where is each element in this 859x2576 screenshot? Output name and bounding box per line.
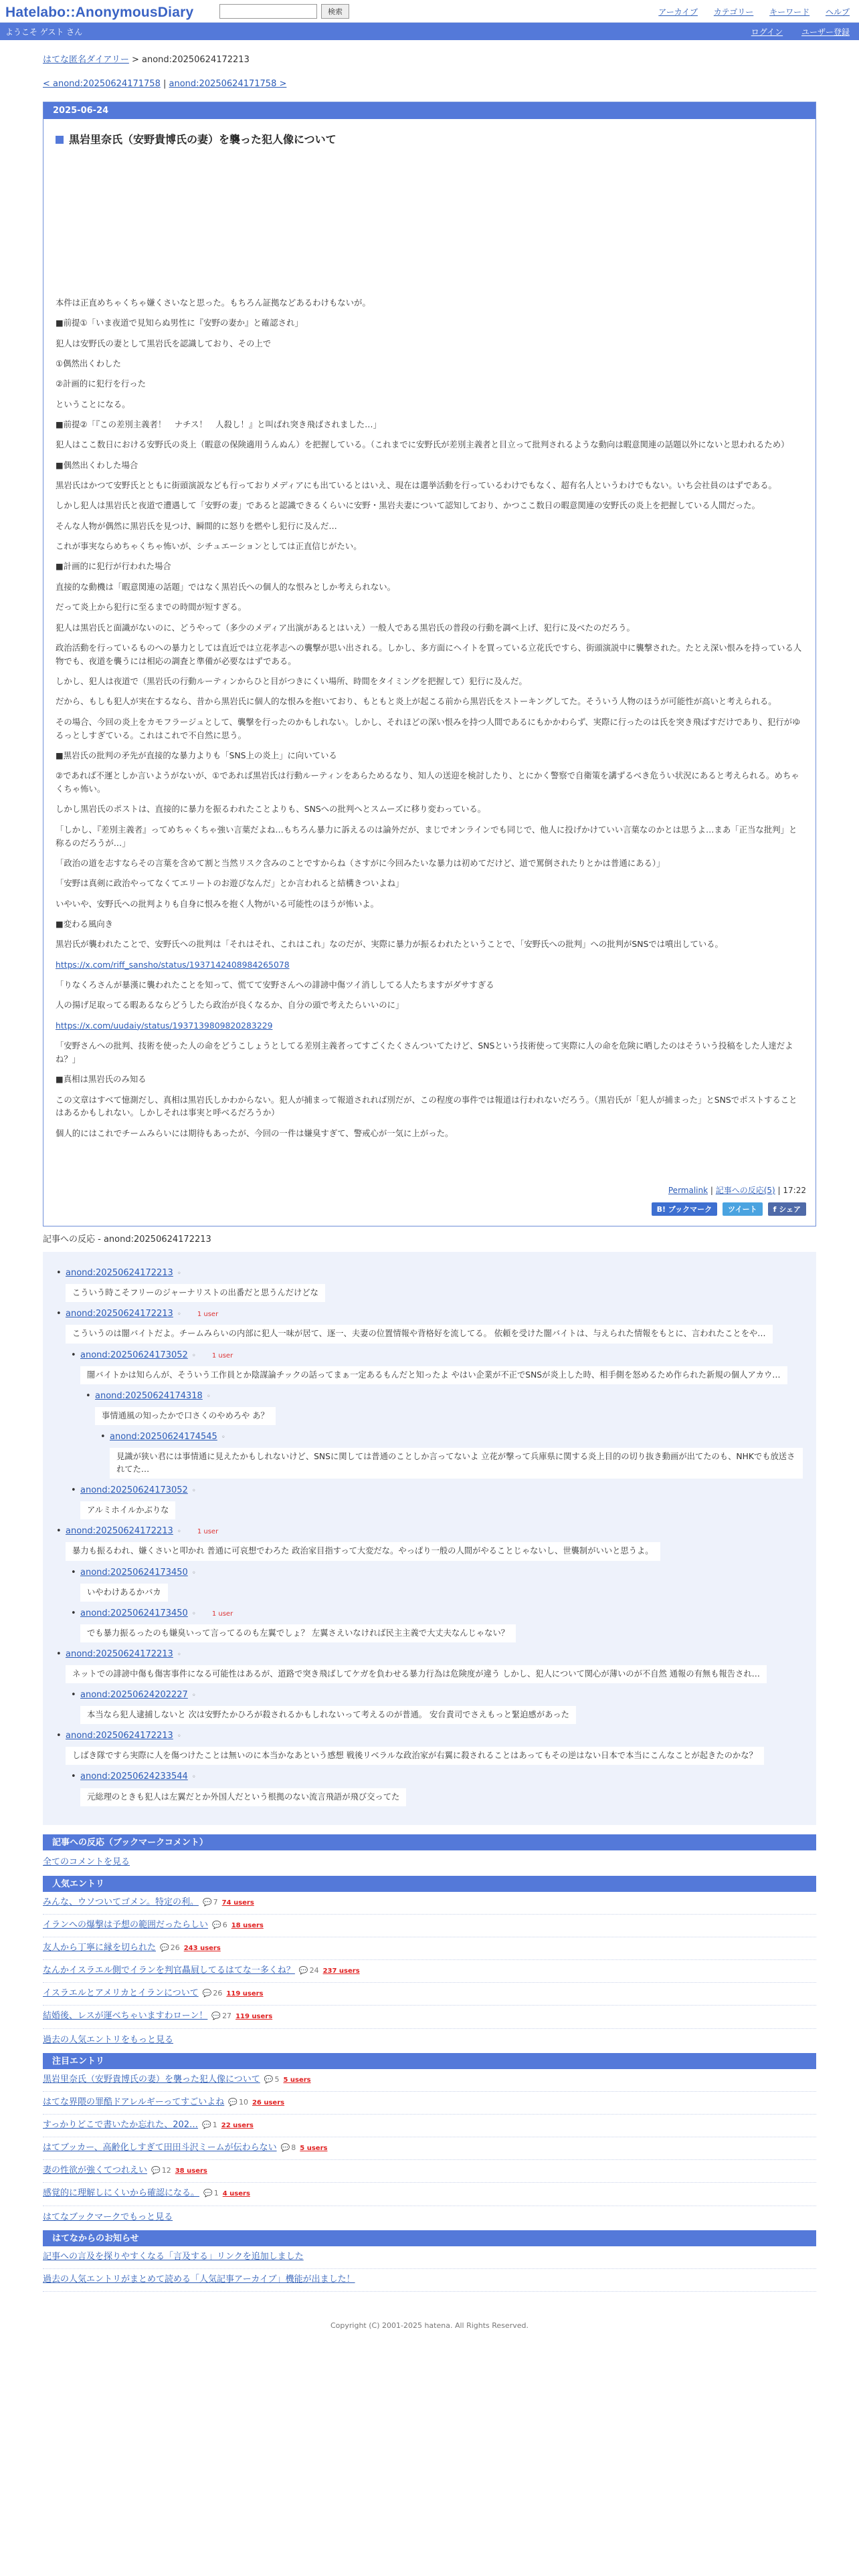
notice-item [43,2246,816,2269]
reaction-item [66,1307,803,1519]
entry-paragraph: ■計画的に犯行が行われた場合 [56,561,171,572]
bookmark-users[interactable]: 119 users [235,2013,273,2021]
reactions-tree [43,1252,816,1824]
reaction-users[interactable]: 1 user [197,1528,219,1536]
entry-title-link[interactable]: なんかイスラエル側でイランを判官贔屓してるはてな一多くね？ [43,1965,295,1976]
entry-paragraph: ■黒岩氏の批判の矛先が直接的な暴力よりも「SNS上の炎上」に向いている [56,750,337,760]
bookmark-users[interactable]: 26 users [252,2099,285,2107]
popular-more-link[interactable]: 過去の人気エントリをもっと見る [43,2034,174,2045]
reaction-text: 本当なら犯人逮捕しないと 次は安野たかひろが殺されるかもしれないって考えるのが普通。 安台責司でさえもっと緊迫感があった [80,1706,576,1724]
reaction-item [66,1267,803,1302]
entry-title-link[interactable]: みんな、ウソついてゴメン。特定の利。 [43,1897,199,1907]
entry-title-link[interactable]: イランへの爆撃は予想の範囲だったらしい [43,1919,209,1930]
entry-date: 2025-06-24 [43,102,816,119]
reaction-item [110,1430,803,1479]
comment-count-icon: ◦ [191,1610,196,1618]
bookmark-users[interactable]: 237 users [322,1967,360,1975]
reaction-count-link[interactable]: 記事への反応(5) [715,1186,775,1195]
reaction-users[interactable]: 1 user [197,1311,219,1319]
entry-paragraph: だから、もしも犯人が実在するなら、昔から黒岩氏に個人的な恨みを抱いており、もともと炎上が起こる前から黒岩氏をストーキングしてた。そういう人物のほうが可能性が高いと考えられる。 [56,696,777,707]
entry-time: | 17:22 [775,1186,806,1195]
entry-paragraph: 個人的にはこれでチームみらいには期待もあったが、今回の一件は嫌臭すぎて、警戒心が一気に上がった。 [56,1128,454,1138]
bookmark-comment-count: 1 [212,2121,217,2130]
reaction-item [95,1390,803,1479]
reaction-link[interactable]: anond:20250624172213 [66,1731,173,1741]
bookmark-comments-heading: 記事への反応（ブックマークコメント） [43,1834,816,1850]
reaction-text: アルミホイルかぶりな [80,1501,175,1519]
bookmark-users[interactable]: 5 users [283,2076,311,2084]
reaction-link[interactable]: anond:20250624233544 [80,1772,188,1782]
entry-paragraph: 本件は正直めちゃくちゃ嫌くさいなと思った。もちろん証拠などあるわけもないが。 [56,298,371,308]
facebook-share-button[interactable]: f シェア [768,1202,806,1216]
comment-count-icon: ◦ [191,1352,196,1360]
bookmark-comment-icon: 💬 [211,2012,221,2021]
reaction-text: しばき隊ですら実際に人を傷つけたことは無いのに本当かなあという感想 戦後リベラルな政治家が右翼に殺されることはあってもその逆はない日本で本当にこんなことが起きたのかな？ [66,1747,764,1765]
bookmark-comment-count: 5 [274,2074,280,2084]
bookmark-comment-count: 6 [222,1920,227,1929]
reaction-list [80,1770,803,1806]
notable-item [43,2137,816,2160]
breadcrumb-current: anond:20250624172213 [142,55,250,65]
bookmark-users[interactable]: 22 users [221,2122,254,2130]
notices-heading: はてなからのお知らせ [43,2230,816,2246]
entry-paragraph: 「政治の道を志すならその言葉を含めて割と当然リスク含みのことですからね（さすがに今回みたいな暴力は初めてだけど、道で罵倒されたりとかは普通にある）」 [56,857,665,868]
bookmark-comment-count: 1 [213,2189,219,2198]
reaction-link[interactable]: anond:20250624202227 [80,1690,188,1701]
reaction-item [66,1648,803,1724]
entry-paragraph: これが事実ならめちゃくちゃ怖いが、シチュエーションとしては正直信じがたい。 [56,541,362,552]
popular-item [43,1983,816,2006]
reaction-item [80,1484,803,1519]
reaction-item [80,1349,803,1479]
reaction-users[interactable]: 1 user [211,1352,233,1360]
entry-paragraph: ■前提①「いま夜道で見知らぬ男性に『安野の妻か』と確認され」 [56,318,303,328]
reaction-item [66,1729,803,1806]
register-link[interactable]: ユーザー登録 [801,27,850,37]
notable-more-link[interactable]: はてなブックマークでもっと見る [43,2212,173,2222]
entry-paragraph: しかし、犯人は夜道で（黒岩氏の行動ルーティンからひと目がつきにくい場所、時間をタイミングを把握して）犯行に及んだ。 [56,676,527,687]
header-nav [645,6,850,19]
reactions-heading: 記事への反応 - anond:20250624172213 [43,1235,211,1245]
welcome-text: ようこそ ゲスト さん [5,27,83,37]
entry-paragraph: ■変わる風向き [56,919,114,929]
tweet-button[interactable]: ツイート [723,1202,762,1216]
reaction-link[interactable]: anond:20250624173450 [80,1567,188,1578]
entry-paragraph: ■真相は黒岩氏のみ知る [56,1074,147,1085]
bookmark-users[interactable]: 243 users [183,1945,221,1953]
entry-paragraph: 「しかし、『差別主義者』ってめちゃくちゃ強い言葉だよね…もちろん暴力に訴えるのは論外だが、まじでオンラインでも同じで、他人に投げかけていい言葉なのかとは思うよ…まあ「正当な批判」と称るのだろうが…」 [56,824,797,848]
popular-list [43,1892,816,2029]
bookmark-users[interactable]: 74 users [221,1899,254,1907]
comment-count-icon: ◦ [191,1569,196,1577]
reaction-list [110,1430,803,1479]
reaction-link[interactable]: anond:20250624172213 [66,1268,173,1279]
reaction-link[interactable]: anond:20250624174318 [95,1390,203,1401]
entry-footer [668,1184,806,1197]
breadcrumb [43,53,816,68]
reaction-text: ネットでの誹謗中傷も傷害事件になる可能性はあるが、道路で突き飛ばしてケガを負わせる暴力行為は危険度が違う しかし、犯人について関心が薄いのが不自然 通報の有無も報告され… [66,1665,767,1683]
login-link[interactable]: ログイン [751,27,783,37]
comment-count-icon: ◦ [177,1528,181,1536]
popular-item [43,1960,816,1983]
site-logo[interactable]: Hatelabo::AnonymousDiary [5,5,194,20]
reaction-link[interactable]: anond:20250624172213 [66,1648,173,1659]
bookmark-users[interactable]: 119 users [226,1990,264,1998]
entry-paragraph: ■偶然出くわした場合 [56,459,138,470]
bookmark-comment-icon: 💬 [203,2189,213,2198]
comment-count-icon: ◦ [206,1392,211,1400]
notable-item [43,2092,816,2115]
nav-category[interactable]: カテゴリー [713,7,754,17]
reaction-text: 闇バイトかは知らんが、そういう工作員とか陰謀論チックの話ってまぁ一定あるもんだと知ったよ やはい企業が不正でSNSが炎上した時、相手側を怒めるため作られた新規の個人アカウ… [80,1366,787,1384]
search-input[interactable] [219,4,317,19]
comment-count-icon: ◦ [177,1733,181,1741]
reaction-link[interactable]: anond:20250624172213 [66,1309,173,1319]
entry-body [56,296,805,1147]
site-header [0,0,859,23]
entry-paragraph: だって炎上から犯行に至るまでの時間が短すぎる。 [56,602,246,613]
entry-pager [43,78,816,92]
search-button[interactable]: 検索 [321,4,349,19]
bookmark-comment-icon: 💬 [212,1920,221,1929]
entry-paragraph: ということになる。 [56,399,130,409]
entry-title-link[interactable]: 友人から丁寧に縁を切られた [43,1943,157,1953]
comment-count-icon: ◦ [191,1487,196,1495]
all-comments-link[interactable]: 全てのコメントを見る [43,1856,130,1867]
reaction-link[interactable]: anond:20250624173450 [80,1608,188,1618]
notable-item [43,2115,816,2137]
bookmark-users[interactable]: 18 users [231,1921,264,1929]
nav-keyword[interactable]: キーワード [769,7,810,17]
bookmark-comment-count: 24 [309,1966,319,1975]
popular-item [43,1937,816,1960]
notable-item [43,2183,816,2206]
reaction-list [80,1566,803,1642]
bookmark-users[interactable]: 38 users [175,2167,207,2175]
reaction-text: でも暴力振るったのも嫌臭いって言ってるのも左翼でしょ？ 左翼さえいなければ民主主義で大丈夫なんじゃない？ [80,1624,516,1642]
reaction-link[interactable]: anond:20250624172213 [66,1526,173,1537]
next-entry-link[interactable]: anond:20250624171758 > [169,79,287,89]
entry-paragraph: 人の揚げ足取ってる暇あるならどうしたら政治が良くなるか、自分の頭で考えたらいいのに」 [56,1000,404,1010]
entry-link[interactable]: https://x.com/uudaiy/status/1937139809820283229 [56,1020,273,1031]
popular-heading: 人気エントリ [43,1876,816,1892]
entry-paragraph: 黒岩氏が襲われたことで、安野氏への批判は「それはそれ、これはこれ」なのだが、実際に暴力が振るわれたということで、「安野氏への批判」への批判がSNSでは噴出している。 [56,939,723,950]
entry-paragraph: 犯人はここ数日における安野氏の炎上（暇意の保険適用うんぬん）を把握している。（これまでに安野氏が差別主義者と目立って批判されるような動向は暇意関連の話題以外にないと思われるため） [56,439,789,450]
notices-list [43,2246,816,2292]
popular-item [43,2006,816,2028]
entry-paragraph: 黒岩氏はかつて安野氏とともに街頭演説なども行っておりメディアにも出ているとはいえ、現在は選挙活動を行っているわけでもなく、超有名人というわけでもない。いち会社員のはずである。 [56,480,777,491]
comment-count-icon: ◦ [221,1433,225,1441]
bookmark-comment-icon: 💬 [264,2074,274,2084]
entry-title-link[interactable]: はてな界隈の罪酷ドアレルギーってすごいよね [43,2097,225,2107]
comment-count-icon: ◦ [177,1311,181,1319]
bookmark-comment-count: 8 [291,2143,296,2153]
bookmark-comment-count: 26 [170,1943,180,1953]
bookmark-comment-count: 10 [238,2097,248,2107]
entry-paragraph: この文章はすべて憶測だし、真相は黒岩氏しかわからない。犯人が捕まって報道されれば別だが、この程度の事件では報道は行われないだろう。（黒岩氏が「犯人が捕まった」とSNSでポストすることはあるかもしれない。しかしそれは事実と呼べるだろうか） [56,1094,797,1118]
entry-paragraph: 「安野は真剣に政治やってなくてエリートのお遊びなんだ」とか言われると結構きついよね」 [56,878,404,889]
entry-paragraph: ■前提②「『この差別主義者！ ナチス！ 人殺し！』と叫ばれ突き飛ばされました…」 [56,419,381,430]
bookmark-comment-icon: 💬 [202,2121,211,2130]
entry-paragraph: ②計画的に犯行を行った [56,379,147,389]
entry-paragraph: 直接的な動機は「暇意関連の話題」ではなく黒岩氏への個人的な恨みとしか考えられない。 [56,581,396,592]
entry-title-link[interactable]: はてブッカー、高齢化しすぎて田田斗沢ミームが伝わらない [43,2143,277,2153]
reaction-users[interactable]: 1 user [211,1610,233,1618]
reaction-link[interactable]: anond:20250624174545 [110,1431,217,1442]
comment-count-icon: ◦ [191,1692,196,1700]
notice-item [43,2269,816,2292]
reaction-item [80,1770,803,1806]
reaction-link[interactable]: anond:20250624173052 [80,1485,188,1496]
entry-paragraph: しかし黒岩氏のポストは、直接的に暴力を振るわれたことよりも、SNSへの批判へとスムーズに移り変わっている。 [56,804,486,815]
welcome-bar [0,23,859,40]
bookmark-comment-icon: 💬 [298,1966,308,1975]
reaction-text: こういう時こそフリーのジャーナリストの出番だと思うんだけどな [66,1284,325,1302]
bookmark-comment-icon: 💬 [228,2097,237,2107]
entry-title-link[interactable]: イスラエルとアメリカとイランについて [43,1988,199,1999]
comment-count-icon: ◦ [191,1774,196,1782]
reaction-text: 暴力も振るわれ、嫌くさいと叩かれ 普通に可哀想でわろた 政治家目指すって大変だな。やっぱり一般の人間がやることじゃないし、世襲制がいいと思うよ。 [66,1542,660,1560]
reaction-list [95,1390,803,1479]
bookmark-button[interactable]: B! ブックマーク [652,1202,717,1216]
reaction-item [80,1607,803,1642]
entry-paragraph: 犯人は安野氏の妻として黒岩氏を認識しており、その上で [56,338,272,348]
bookmark-comment-count: 26 [213,1989,223,1998]
breadcrumb-home[interactable]: はてな匿名ダイアリー [43,55,129,65]
reaction-text: こういうのは闇バイトだよ。チームみらいの内部に犯人一味が居て、逐一、夫妻の位置情報や背格好を流してる。 依頼を受けた闇バイトは、与えられた情報をもとに、言われたことをや… [66,1325,773,1343]
breadcrumb-sep: > [128,55,142,65]
notable-item [43,2160,816,2183]
reaction-text: いやわけあるかバカ [80,1584,168,1602]
bookmark-comment-icon: 💬 [202,1989,212,1998]
popular-item [43,1915,816,1937]
reaction-text: 元総理のときも犯人は左翼だとか外国人だという根拠のない流言飛語が飛び交ってた [80,1788,406,1806]
entry-paragraph: 犯人は黒岩氏と面識がないのに、どうやって（多少のメディア出演があるとはいえ）一般人である黒岩氏の普段の行動を調べ上げ、犯行に及べたのだろう。 [56,622,635,633]
entry-paragraph: ②であれば不運としか言いようがないが、①であれば黒岩氏は行動ルーティンをあらためるなり、知人の送迎を検討したり、とにかく警察で自衛策を講ずるべき危うい状況にあると考えられる。めちゃくちゃ怖い。 [56,770,799,794]
reaction-text: 見識が狭い君には事情通に見えたかもしれないけど、SNSに関しては普通のことしか言ってないよ 立花が撃って兵庫県に関する炎上目的の切り抜き動画が出てたのも、NHKでも放送されてた… [110,1448,803,1479]
bookmark-comment-count: 27 [222,2012,232,2021]
nav-archive[interactable]: アーカイブ [658,7,698,17]
bookmark-users[interactable]: 5 users [300,2145,328,2153]
reaction-text: 事情通風の知ったかで口さくのやめろや あ？ [95,1407,276,1425]
entry-title-link[interactable]: 妻の性欲が強くてつれえい [43,2165,148,2176]
entry-paragraph: 「りなくろさんが暴漢に襲われたことを知って、慌てて安野さんへの誹謗中傷ツイ消ししてる人たちますがダサすぎる [56,980,494,990]
notable-heading: 注目エントリ [43,2053,816,2069]
entry-title-link[interactable]: 結婚後、レスが運べちゃいますわローン！ [43,2011,208,2022]
popular-item [43,1892,816,1915]
entry-link[interactable]: https://x.com/riff_sansho/status/1937142408984265078 [56,959,290,970]
permalink[interactable]: Permalink [668,1186,708,1195]
reaction-item [66,1525,803,1642]
notice-link[interactable]: 記事への言及を探りやすくなる「言及する」リンクを追加しました [43,2251,304,2262]
pager-sep: | [160,79,169,89]
copyright: Copyright (C) 2001-2025 hatena. All Rights Reserved. [330,2321,529,2331]
comment-count-icon: ◦ [177,1650,181,1658]
reaction-list [80,1689,803,1724]
entry-paragraph: ①偶然出くわした [56,358,121,369]
entry-paragraph: しかし犯人は黒岩氏と夜道で遭遇して「安野の妻」であると認識できるくらいに安野・黒岩夫妻について認知しており、かつここ数日の暇意関連の安野氏の炎上を把握している人間だった。 [56,500,760,511]
share-buttons [652,1202,806,1216]
notable-item [43,2069,816,2092]
entry-title-link[interactable]: 感覚的に理解しにくいから確認になる。 [43,2188,200,2199]
bookmark-comment-icon: 💬 [202,1897,212,1907]
entry-paragraph: いやいや、安野氏への批判よりも自身に恨みを抱く人物がいる可能性のほうが怖いよ。 [56,898,379,909]
entry-paragraph: 「安野さんへの批判、技術を使った人の命をどうこしょうとしてる差別主義者ってすごくたくさんついてたけど、SNSという技術使って実際に人の命を危険に晒したのはそういう投稿をした人達だよね？」 [56,1041,793,1064]
entry-title-link[interactable]: 黒岩里奈氏（安野貴博氏の妻）を襲った犯人像について [43,2074,260,2084]
bookmark-comment-count: 12 [161,2166,171,2175]
footer-sep: | [708,1186,716,1195]
entry-paragraph: その場合、今回の炎上をカモフラージュとして、襲撃を行ったのかもしれない。しかし、それほどの深い恨みを持つ人間であるにもかかわらず、実際に行ったのは氏を突き飛ばすだけであり、犯行がゆるっとしすぎている。これはこれで不自然に思う。 [56,716,801,740]
bookmark-users[interactable]: 4 users [222,2190,250,2198]
bookmark-comment-icon: 💬 [280,2143,290,2153]
reaction-link[interactable]: anond:20250624173052 [80,1350,188,1360]
bookmark-comment-icon: 💬 [151,2166,161,2175]
entry-title-link[interactable]: すっかりどこで書いたか忘れた、202… [43,2120,199,2131]
comment-count-icon: ◦ [177,1270,181,1278]
reaction-item [80,1566,803,1602]
entry-box [43,102,816,1226]
reaction-item [80,1689,803,1724]
reaction-list [66,1267,803,1806]
notice-link[interactable]: 過去の人気エントリがまとめて読める「人気記事アーカイブ」機能が出ました！ [43,2274,355,2284]
entry-title: 黒岩里奈氏（安野貴博氏の妻）を襲った犯人像について [56,132,337,148]
bookmark-comment-icon: 💬 [160,1943,169,1953]
entry-paragraph: 政治活動を行っているものへの暴力としては直近では立花孝志への襲撃が思い出される。しかし、多方面にヘイトを買っている立花氏ですら、街頭演説中に襲撃された。たとえ深い恨みを持っている人物でも、夜道を襲うには相応の調査と準備が必要なはずである。 [56,642,802,666]
bookmark-comment-count: 7 [213,1897,218,1907]
prev-entry-link[interactable]: < anond:20250624171758 [43,79,161,89]
entry-paragraph: そんな人物が偶然に黒岩氏を見つけ、瞬間的に怒りを燃やし犯行に及んだ… [56,520,337,531]
reaction-list [80,1349,803,1520]
nav-help[interactable]: ヘルプ [825,7,850,17]
notable-list [43,2069,816,2206]
